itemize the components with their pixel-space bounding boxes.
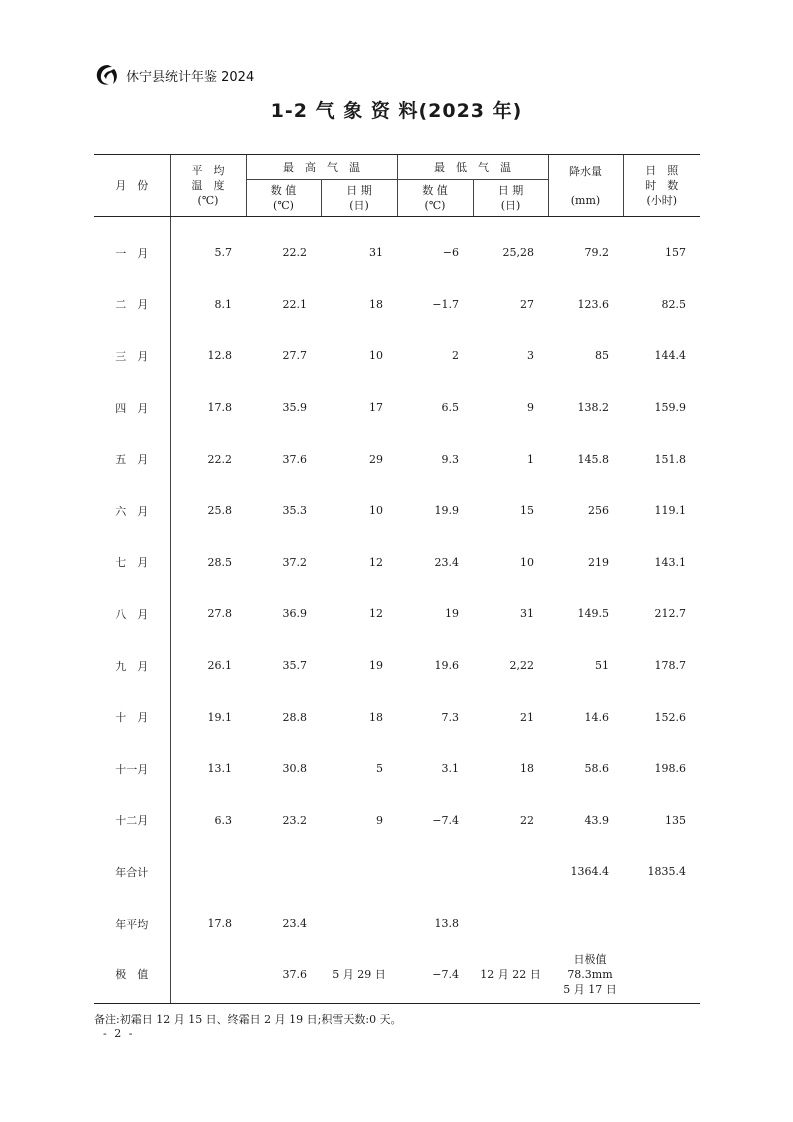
avg-temp: 8.1 <box>170 279 246 331</box>
precipitation: 51 <box>595 659 609 673</box>
max-temp-date: 12 <box>369 555 383 569</box>
header-sunshine: 日 照 时 数 (小时) <box>623 155 700 217</box>
month-label: 五 月 <box>115 453 149 467</box>
table-row <box>94 279 700 331</box>
max-temp-date: 19 <box>369 659 383 673</box>
table-row <box>94 433 700 485</box>
table-row <box>94 537 700 589</box>
precipitation: 85 <box>595 349 609 363</box>
precipitation: 58.6 <box>584 762 609 776</box>
year-avg-temp: 17.8 <box>170 898 246 950</box>
sunshine-hours: 135 <box>665 813 686 827</box>
extreme-min-value: −7.4 <box>397 949 473 1004</box>
month-label: 六 月 <box>115 504 149 518</box>
max-temp-date: 17 <box>369 401 383 415</box>
sunshine-hours: 212.7 <box>654 607 686 621</box>
row-label: 极 值 <box>94 949 170 1004</box>
min-temp-date: 10 <box>520 555 534 569</box>
min-temp-value: 19 <box>445 607 459 621</box>
min-temp-date: 21 <box>520 710 534 724</box>
avg-temp: 26.1 <box>170 640 246 692</box>
total-sunshine: 1835.4 <box>647 865 686 879</box>
precipitation: 123.6 <box>577 297 609 311</box>
min-temp-value: −6 <box>442 246 459 260</box>
month-label: 十二月 <box>115 814 149 828</box>
precipitation: 145.8 <box>577 452 609 466</box>
min-temp-value: −7.4 <box>432 813 459 827</box>
month-label: 十一月 <box>115 762 149 776</box>
avg-temp: 28.5 <box>170 537 246 589</box>
row-label: 年平均 <box>115 917 149 931</box>
max-temp-date: 18 <box>369 710 383 724</box>
extreme-min-date: 12 月 22 日 <box>473 949 548 1004</box>
max-temp-value: 22.1 <box>282 297 307 311</box>
table-row <box>94 795 700 847</box>
month-label: 四 月 <box>115 401 149 415</box>
min-temp-date: 9 <box>527 401 534 415</box>
min-temp-value: −1.7 <box>432 297 459 311</box>
row-label: 年合计 <box>115 865 149 879</box>
avg-temp: 5.7 <box>170 217 246 279</box>
max-temp-date: 18 <box>369 297 383 311</box>
max-temp-value: 30.8 <box>282 762 307 776</box>
min-temp-date: 2,22 <box>509 659 534 673</box>
max-temp-value: 23.2 <box>282 813 307 827</box>
month-label: 十 月 <box>115 711 149 725</box>
min-temp-date: 18 <box>520 762 534 776</box>
header-min-value: 数 值 (℃) <box>397 180 473 217</box>
max-temp-value: 27.7 <box>282 349 307 363</box>
page-header <box>94 62 254 88</box>
max-temp-date: 29 <box>369 452 383 466</box>
precipitation: 43.9 <box>584 813 609 827</box>
sunshine-hours: 151.8 <box>654 452 686 466</box>
month-label: 二 月 <box>115 298 149 312</box>
month-label: 三 月 <box>115 349 149 363</box>
max-temp-date: 12 <box>369 607 383 621</box>
footnote: 备注:初霜日 12 月 15 日、终霜日 2 月 19 日;积雪天数:0 天。 <box>94 1013 402 1026</box>
max-temp-value: 28.8 <box>282 710 307 724</box>
total-precip: 1364.4 <box>570 865 609 879</box>
extreme-max-date: 5 月 29 日 <box>321 949 397 1004</box>
max-temp-date: 9 <box>376 813 383 827</box>
max-temp-value: 37.6 <box>282 452 307 466</box>
weather-data-table <box>94 154 700 1004</box>
max-temp-value: 37.2 <box>282 555 307 569</box>
header-title: 休宁县统计年鉴 2024 <box>126 69 255 85</box>
min-temp-date: 22 <box>520 813 534 827</box>
sunshine-hours: 144.4 <box>654 349 686 363</box>
page-title: 1-2 气 象 资 料(2023 年) <box>270 100 523 122</box>
min-temp-date: 3 <box>527 349 534 363</box>
sunshine-hours: 198.6 <box>654 762 686 776</box>
year-avg-min: 13.8 <box>434 917 459 931</box>
sunshine-hours: 82.5 <box>661 297 686 311</box>
extreme-precip: 日极值 78.3mm 5 月 17 日 <box>548 949 700 1004</box>
max-temp-value: 35.7 <box>282 659 307 673</box>
min-temp-date: 25,28 <box>502 246 534 260</box>
min-temp-date: 27 <box>520 297 534 311</box>
table-row <box>94 640 700 692</box>
table-row <box>94 485 700 537</box>
precipitation: 14.6 <box>584 710 609 724</box>
header-min-temp: 最 低 气 温 <box>397 155 548 180</box>
min-temp-date: 15 <box>520 504 534 518</box>
max-temp-date: 10 <box>369 504 383 518</box>
max-temp-date: 31 <box>369 246 383 260</box>
max-temp-value: 35.3 <box>282 504 307 518</box>
month-label: 九 月 <box>115 659 149 673</box>
sunshine-hours: 178.7 <box>654 659 686 673</box>
min-temp-value: 3.1 <box>441 762 459 776</box>
header-avg-temp: 平 均 温 度 (℃) <box>170 155 246 217</box>
max-temp-date: 5 <box>376 762 383 776</box>
month-label: 八 月 <box>115 607 149 621</box>
min-temp-value: 2 <box>452 349 459 363</box>
avg-temp: 22.2 <box>170 433 246 485</box>
table-row <box>94 588 700 640</box>
max-temp-value: 22.2 <box>282 246 307 260</box>
page-number: - 2 - <box>103 1027 135 1040</box>
header-max-date: 日 期 (日) <box>321 180 397 217</box>
avg-temp: 17.8 <box>170 382 246 434</box>
precipitation: 79.2 <box>584 246 609 260</box>
table-row-extreme <box>94 949 700 1004</box>
header-month: 月 份 <box>94 155 170 217</box>
min-temp-value: 9.3 <box>441 452 459 466</box>
min-temp-value: 7.3 <box>441 710 459 724</box>
min-temp-value: 19.9 <box>434 504 459 518</box>
year-avg-max: 23.4 <box>282 917 307 931</box>
min-temp-value: 19.6 <box>434 659 459 673</box>
avg-temp: 6.3 <box>170 795 246 847</box>
avg-temp: 25.8 <box>170 485 246 537</box>
max-temp-date: 10 <box>369 349 383 363</box>
precipitation: 138.2 <box>577 401 609 415</box>
min-temp-date: 1 <box>527 452 534 466</box>
month-label: 一 月 <box>115 246 149 260</box>
precipitation: 219 <box>588 555 609 569</box>
precipitation: 256 <box>588 504 609 518</box>
table-row <box>94 382 700 434</box>
avg-temp: 19.1 <box>170 691 246 743</box>
header-max-temp: 最 高 气 温 <box>246 155 397 180</box>
min-temp-date: 31 <box>520 607 534 621</box>
header-precip: 降水量 (mm) <box>548 155 623 217</box>
precipitation: 149.5 <box>577 607 609 621</box>
avg-temp: 13.1 <box>170 743 246 795</box>
avg-temp: 27.8 <box>170 588 246 640</box>
table-row <box>94 217 700 279</box>
month-label: 七 月 <box>115 556 149 570</box>
max-temp-value: 36.9 <box>282 607 307 621</box>
sunshine-hours: 143.1 <box>654 555 686 569</box>
header-max-value: 数 值 (℃) <box>246 180 321 217</box>
sunshine-hours: 159.9 <box>654 401 686 415</box>
yearbook-logo-icon <box>94 62 120 88</box>
max-temp-value: 35.9 <box>282 401 307 415</box>
sunshine-hours: 157 <box>665 246 686 260</box>
table-row-total <box>94 846 700 898</box>
table-row <box>94 743 700 795</box>
table-row <box>94 330 700 382</box>
min-temp-value: 23.4 <box>434 555 459 569</box>
extreme-max-value: 37.6 <box>246 949 321 1004</box>
header-min-date: 日 期 (日) <box>473 180 548 217</box>
table-row-average <box>94 898 700 950</box>
avg-temp: 12.8 <box>170 330 246 382</box>
table-row <box>94 691 700 743</box>
min-temp-value: 6.5 <box>441 401 459 415</box>
sunshine-hours: 119.1 <box>654 504 686 518</box>
sunshine-hours: 152.6 <box>654 710 686 724</box>
